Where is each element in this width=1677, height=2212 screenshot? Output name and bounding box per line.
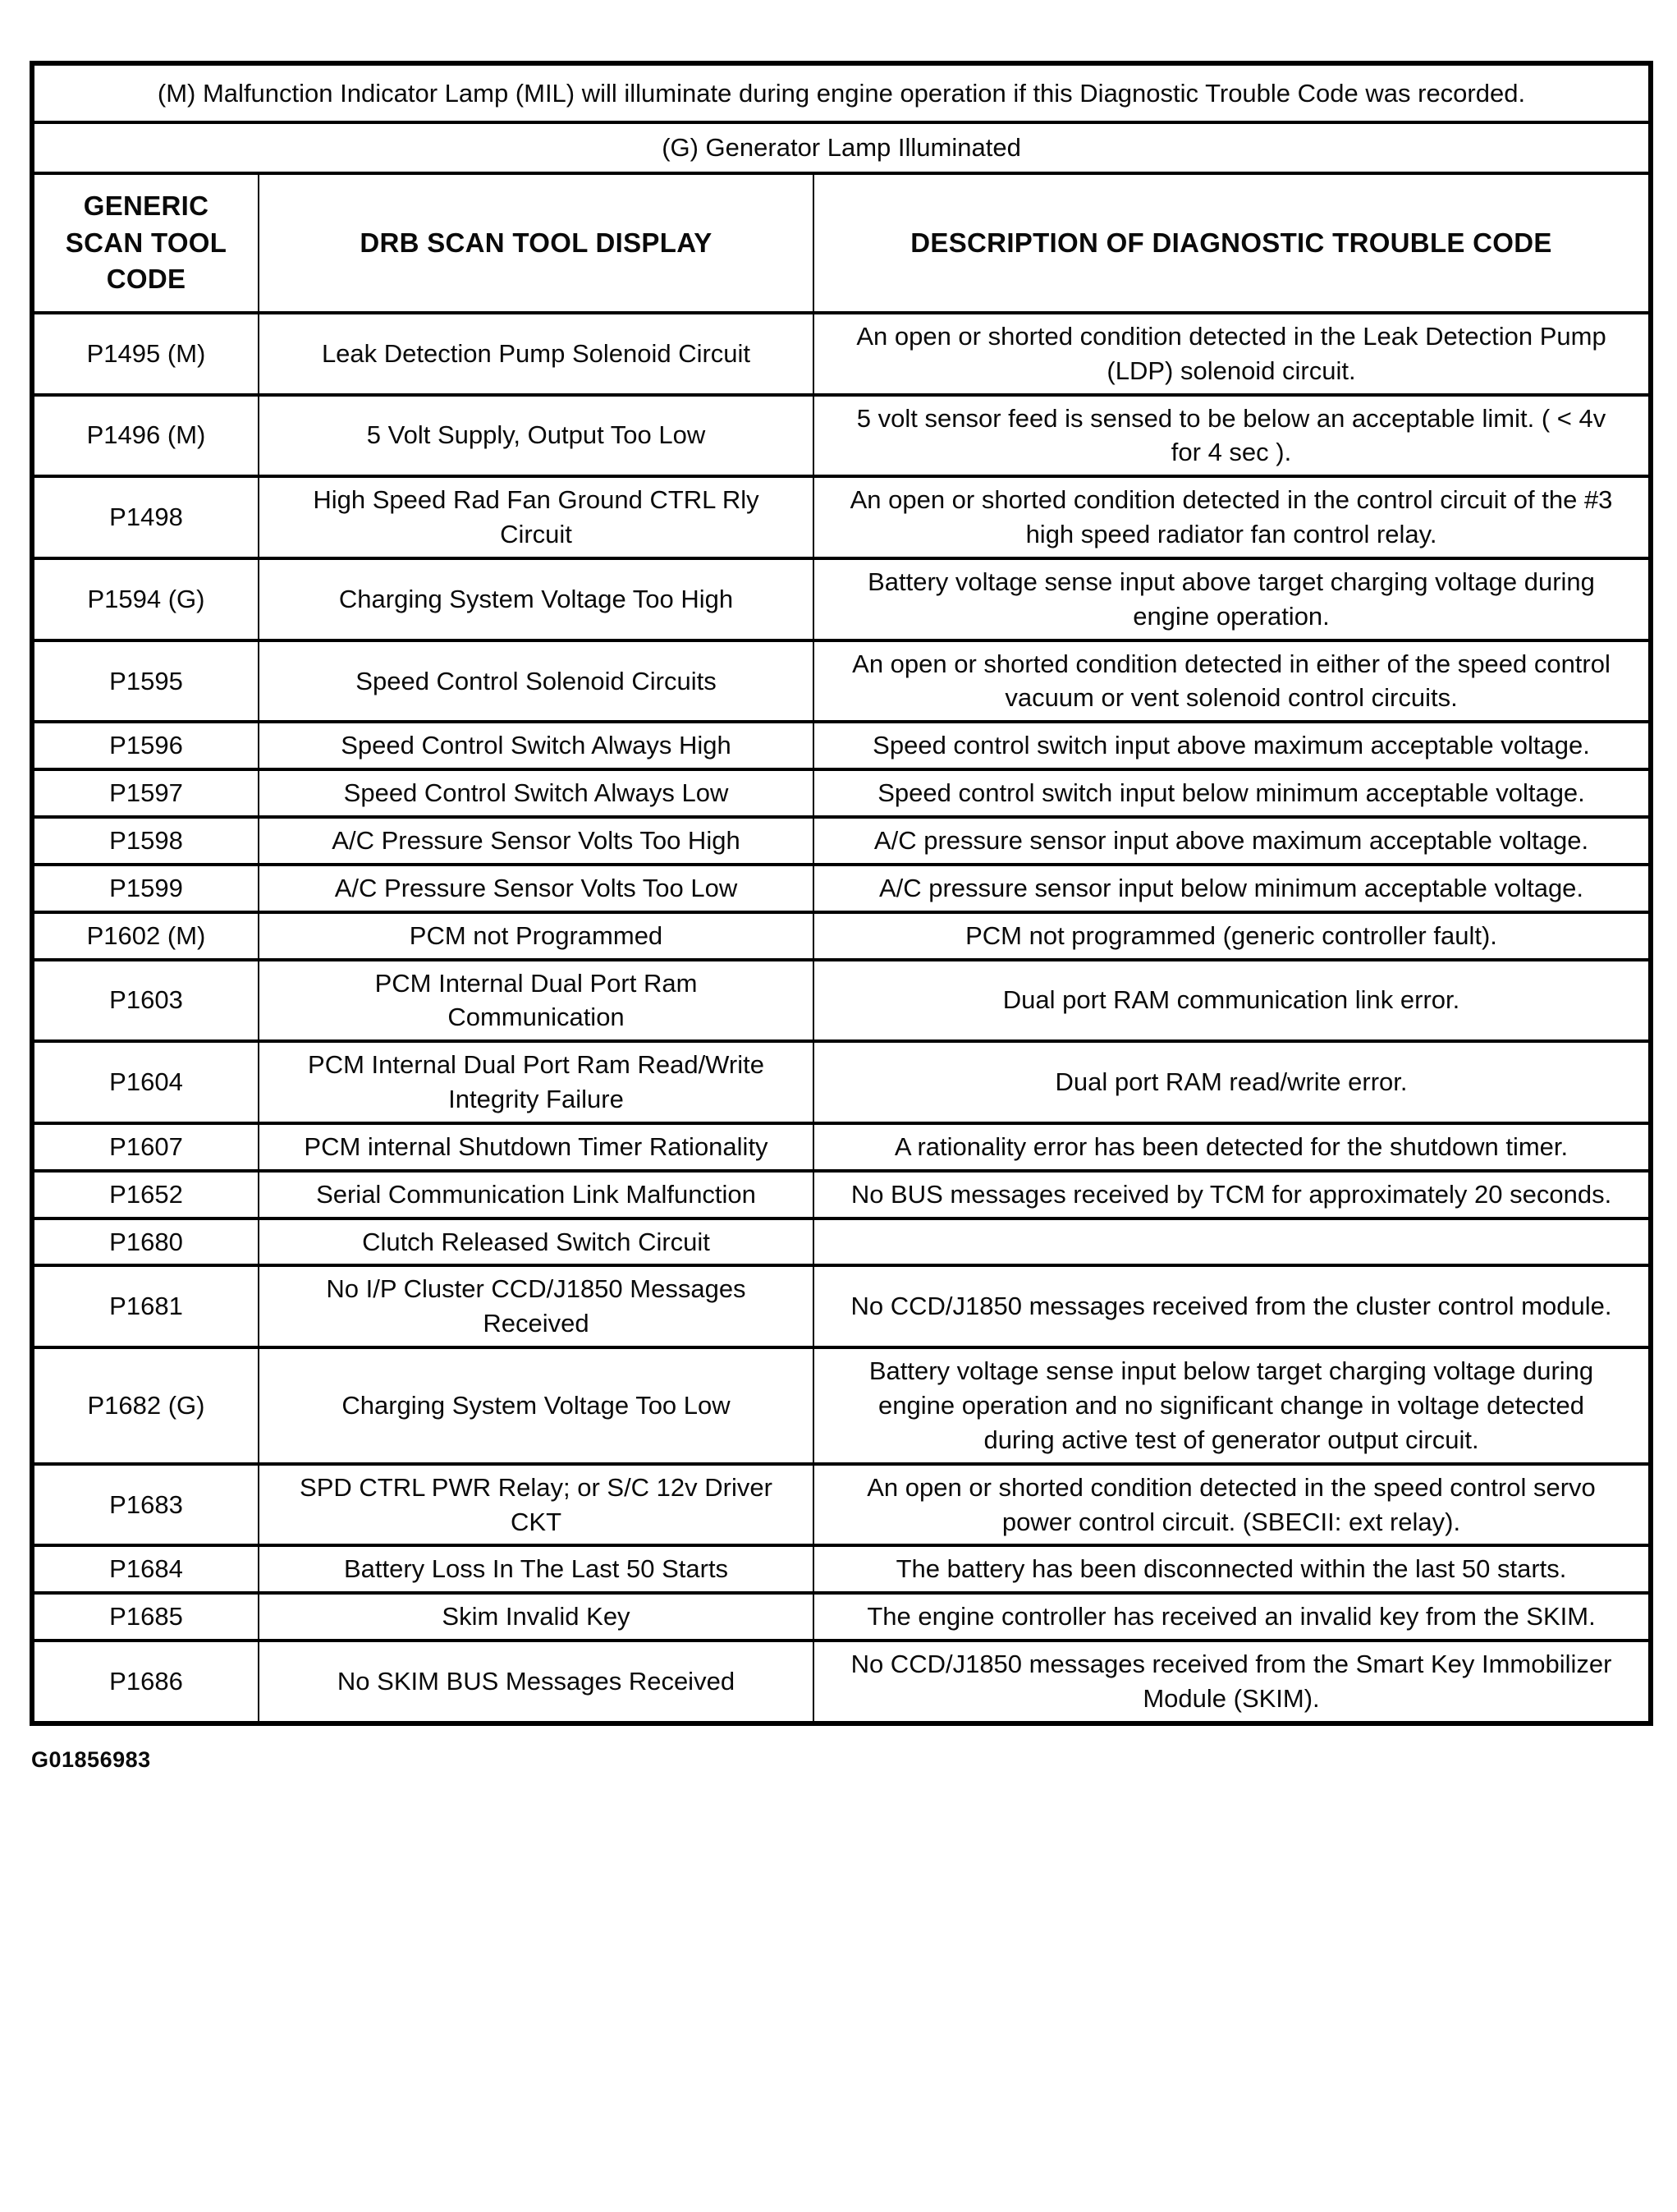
drb-display-cell: Skim Invalid Key	[259, 1593, 813, 1641]
drb-display-cell: PCM Internal Dual Port Ram Read/Write Integrity Failure	[259, 1041, 813, 1123]
dtc-description-cell: An open or shorted condition detected in the speed control servo power control circuit. (SBECII: ext relay).	[813, 1464, 1651, 1546]
drb-display-cell: A/C Pressure Sensor Volts Too High	[259, 817, 813, 865]
dtc-description-cell: No BUS messages received by TCM for approximately 20 seconds.	[813, 1171, 1651, 1218]
dtc-description-cell: An open or shorted condition detected in the Leak Detection Pump (LDP) solenoid circuit.	[813, 313, 1651, 395]
dtc-table	[30, 61, 1653, 1726]
dtc-code-cell: P1602 (M)	[32, 912, 259, 960]
drb-display-cell: Battery Loss In The Last 50 Starts	[259, 1545, 813, 1593]
dtc-code-cell: P1680	[32, 1218, 259, 1266]
table-row	[32, 769, 1651, 817]
figure-id: G01856983	[31, 1746, 151, 1772]
drb-display-cell: PCM not Programmed	[259, 912, 813, 960]
drb-display-cell: Charging System Voltage Too High	[259, 558, 813, 640]
table-row	[32, 865, 1651, 912]
drb-display-cell: PCM internal Shutdown Timer Rationality	[259, 1123, 813, 1171]
dtc-code-cell: P1595	[32, 640, 259, 723]
dtc-description-cell: Dual port RAM read/write error.	[813, 1041, 1651, 1123]
table-row	[32, 912, 1651, 960]
dtc-description-cell: The engine controller has received an invalid key from the SKIM.	[813, 1593, 1651, 1641]
mil-note-row	[32, 63, 1651, 122]
dtc-description-cell: Dual port RAM communication link error.	[813, 960, 1651, 1042]
dtc-description-cell: The battery has been disconnected within the last 50 starts.	[813, 1545, 1651, 1593]
table-row	[32, 476, 1651, 558]
dtc-code-cell: P1652	[32, 1171, 259, 1218]
dtc-description-cell: PCM not programmed (generic controller fault).	[813, 912, 1651, 960]
dtc-description-cell: Speed control switch input below minimum acceptable voltage.	[813, 769, 1651, 817]
drb-display-cell: Speed Control Solenoid Circuits	[259, 640, 813, 723]
dtc-description-cell: No CCD/J1850 messages received from the cluster control module.	[813, 1265, 1651, 1347]
drb-display-cell: Serial Communication Link Malfunction	[259, 1171, 813, 1218]
dtc-code-cell: P1495 (M)	[32, 313, 259, 395]
table-row	[32, 817, 1651, 865]
table-row	[32, 1545, 1651, 1593]
table-row	[32, 1641, 1651, 1723]
drb-display-cell: SPD CTRL PWR Relay; or S/C 12v Driver CKT	[259, 1464, 813, 1546]
generator-note: (G) Generator Lamp Illuminated	[32, 122, 1651, 173]
table-row	[32, 960, 1651, 1042]
dtc-code-cell: P1594 (G)	[32, 558, 259, 640]
dtc-description-cell: Battery voltage sense input above target charging voltage during engine operation.	[813, 558, 1651, 640]
dtc-code-cell: P1607	[32, 1123, 259, 1171]
table-row	[32, 1593, 1651, 1641]
table-row	[32, 1041, 1651, 1123]
dtc-code-cell: P1603	[32, 960, 259, 1042]
drb-display-cell: A/C Pressure Sensor Volts Too Low	[259, 865, 813, 912]
table-row	[32, 313, 1651, 395]
generator-note-row	[32, 122, 1651, 173]
table-row	[32, 722, 1651, 769]
drb-display-cell: PCM Internal Dual Port Ram Communication	[259, 960, 813, 1042]
col-header-description: DESCRIPTION OF DIAGNOSTIC TROUBLE CODE	[813, 173, 1651, 313]
drb-display-cell: Clutch Released Switch Circuit	[259, 1218, 813, 1266]
dtc-code-cell: P1684	[32, 1545, 259, 1593]
dtc-code-cell: P1498	[32, 476, 259, 558]
dtc-code-cell: P1597	[32, 769, 259, 817]
dtc-description-cell: A/C pressure sensor input below minimum acceptable voltage.	[813, 865, 1651, 912]
dtc-description-cell: 5 volt sensor feed is sensed to be below an acceptable limit. ( < 4v for 4 sec ).	[813, 395, 1651, 477]
dtc-code-cell: P1682 (G)	[32, 1347, 259, 1464]
table-row	[32, 1347, 1651, 1464]
dtc-description-cell	[813, 1218, 1651, 1266]
dtc-description-cell: A/C pressure sensor input above maximum acceptable voltage.	[813, 817, 1651, 865]
dtc-code-cell: P1598	[32, 817, 259, 865]
dtc-code-cell: P1599	[32, 865, 259, 912]
dtc-code-cell: P1496 (M)	[32, 395, 259, 477]
drb-display-cell: No I/P Cluster CCD/J1850 Messages Received	[259, 1265, 813, 1347]
drb-display-cell: Speed Control Switch Always Low	[259, 769, 813, 817]
table-row	[32, 1218, 1651, 1266]
drb-display-cell: High Speed Rad Fan Ground CTRL Rly Circuit	[259, 476, 813, 558]
drb-display-cell: No SKIM BUS Messages Received	[259, 1641, 813, 1723]
dtc-code-cell: P1683	[32, 1464, 259, 1546]
dtc-description-cell: A rationality error has been detected for the shutdown timer.	[813, 1123, 1651, 1171]
dtc-code-cell: P1685	[32, 1593, 259, 1641]
table-row	[32, 1464, 1651, 1546]
drb-display-cell: 5 Volt Supply, Output Too Low	[259, 395, 813, 477]
header-row	[32, 173, 1651, 313]
table-row	[32, 640, 1651, 723]
table-row	[32, 1171, 1651, 1218]
dtc-code-cell: P1686	[32, 1641, 259, 1723]
dtc-code-cell: P1604	[32, 1041, 259, 1123]
dtc-description-cell: No CCD/J1850 messages received from the Smart Key Immobilizer Module (SKIM).	[813, 1641, 1651, 1723]
drb-display-cell: Speed Control Switch Always High	[259, 722, 813, 769]
table-row	[32, 558, 1651, 640]
table-row	[32, 395, 1651, 477]
dtc-code-cell: P1596	[32, 722, 259, 769]
drb-display-cell: Charging System Voltage Too Low	[259, 1347, 813, 1464]
col-header-generic-scan-tool-code: GENERIC SCAN TOOL CODE	[32, 173, 259, 313]
table-row	[32, 1123, 1651, 1171]
dtc-code-cell: P1681	[32, 1265, 259, 1347]
dtc-description-cell: An open or shorted condition detected in the control circuit of the #3 high speed radiator fan control relay.	[813, 476, 1651, 558]
dtc-description-cell: An open or shorted condition detected in either of the speed control vacuum or vent solenoid control circuits.	[813, 640, 1651, 723]
drb-display-cell: Leak Detection Pump Solenoid Circuit	[259, 313, 813, 395]
mil-note: (M) Malfunction Indicator Lamp (MIL) will illuminate during engine operation if this Diagnostic Trouble Code was recorded.	[32, 63, 1651, 122]
col-header-drb-scan-tool-display: DRB SCAN TOOL DISPLAY	[259, 173, 813, 313]
dtc-description-cell: Speed control switch input above maximum acceptable voltage.	[813, 722, 1651, 769]
table-row	[32, 1265, 1651, 1347]
dtc-description-cell: Battery voltage sense input below target charging voltage during engine operation and no significant change in voltage detected during active test of generator output circuit.	[813, 1347, 1651, 1464]
